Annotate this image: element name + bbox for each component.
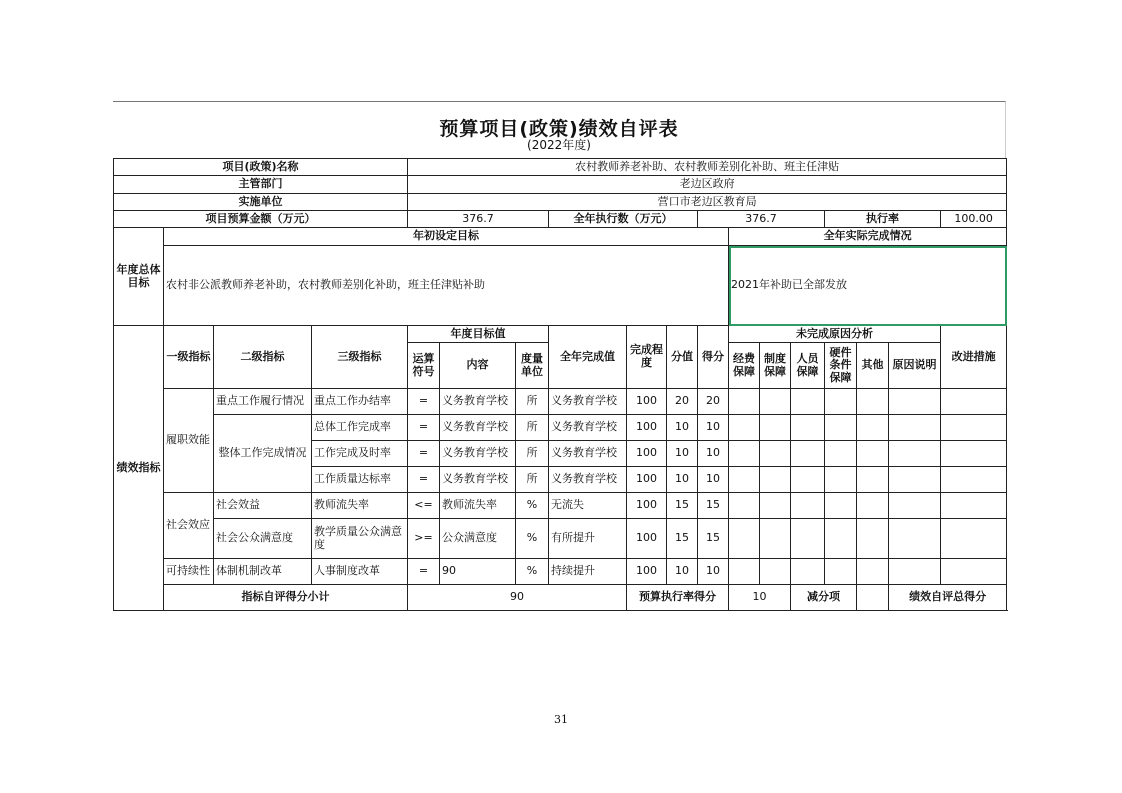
score-cell: 10 <box>698 559 729 585</box>
page-title: 预算项目(政策)绩效自评表 <box>439 118 679 140</box>
sub-public-satisfaction: 社会公众满意度 <box>214 519 312 559</box>
sub-social-benefit: 社会效益 <box>214 493 312 519</box>
header-measures: 改进措施 <box>941 326 1007 389</box>
header-level3: 三级指标 <box>312 326 408 389</box>
dept-value: 老边区政府 <box>408 176 1007 194</box>
rate-value: 100.00 <box>941 211 1007 228</box>
completed-cell: 义务教育学校 <box>549 389 627 415</box>
level3-cell: 人事制度改革 <box>312 559 408 585</box>
degree-cell: 100 <box>627 467 667 493</box>
annual-goal-label: 年度总体目标 <box>114 228 164 326</box>
unit-cell: % <box>516 559 549 585</box>
score-value-cell: 10 <box>667 415 698 441</box>
plan-header: 年初设定目标 <box>164 228 729 246</box>
unit-value: 营口市老边区教育局 <box>408 194 1007 211</box>
degree-cell: 100 <box>627 559 667 585</box>
header-reasons: 未完成原因分析 <box>729 326 941 343</box>
header-reason-staff: 人员保障 <box>791 343 825 389</box>
score-cell: 10 <box>698 467 729 493</box>
exec-score-value: 10 <box>729 585 791 611</box>
exec-score-label: 预算执行率得分 <box>627 585 729 611</box>
evaluation-table <box>113 158 1007 611</box>
perf-label: 绩效指标 <box>114 326 164 611</box>
unit-cell: 所 <box>516 389 549 415</box>
unit-cell: 所 <box>516 441 549 467</box>
op-cell: = <box>408 441 440 467</box>
score-cell: 15 <box>698 519 729 559</box>
content-cell: 90 <box>440 559 516 585</box>
level3-cell: 重点工作办结率 <box>312 389 408 415</box>
completed-cell: 义务教育学校 <box>549 415 627 441</box>
level3-cell: 教学质量公众满意度 <box>312 519 408 559</box>
budget-label: 项目预算金额（万元） <box>114 211 408 228</box>
header-unit: 度量单位 <box>516 343 549 389</box>
score-cell: 15 <box>698 493 729 519</box>
degree-cell: 100 <box>627 519 667 559</box>
unit-cell: % <box>516 493 549 519</box>
op-cell: >= <box>408 519 440 559</box>
page-subtitle: (2022年度) <box>527 138 591 152</box>
exec-label: 全年执行数（万元） <box>549 211 698 228</box>
dept-label: 主管部门 <box>114 176 408 194</box>
completed-cell: 有所提升 <box>549 519 627 559</box>
content-cell: 义务教育学校 <box>440 389 516 415</box>
header-level1: 一级指标 <box>164 326 214 389</box>
score-value-cell: 20 <box>667 389 698 415</box>
unit-label: 实施单位 <box>114 194 408 211</box>
content-cell: 义务教育学校 <box>440 415 516 441</box>
completed-cell: 义务教育学校 <box>549 441 627 467</box>
score-cell: 20 <box>698 389 729 415</box>
exec-value: 376.7 <box>698 211 825 228</box>
op-cell: <= <box>408 493 440 519</box>
header-reason-note: 原因说明 <box>889 343 941 389</box>
content-cell: 教师流失率 <box>440 493 516 519</box>
content-cell: 义务教育学校 <box>440 441 516 467</box>
group-sustainability: 可持续性 <box>164 559 214 585</box>
table-row <box>114 493 1007 519</box>
page-number: 31 <box>554 713 568 726</box>
subtotal-value: 90 <box>408 585 627 611</box>
degree-cell: 100 <box>627 493 667 519</box>
header-content: 内容 <box>440 343 516 389</box>
score-value-cell: 10 <box>667 559 698 585</box>
header-reason-other: 其他 <box>857 343 889 389</box>
score-cell: 10 <box>698 441 729 467</box>
subtotal-label: 指标自评得分小计 <box>164 585 408 611</box>
level3-cell: 工作完成及时率 <box>312 441 408 467</box>
table-row <box>114 415 1007 441</box>
actual-header: 全年实际完成情况 <box>729 228 1007 246</box>
unit-cell: 所 <box>516 415 549 441</box>
group-social: 社会效应 <box>164 493 214 559</box>
evaluation-sheet <box>113 101 1006 611</box>
sub-system-reform: 体制机制改革 <box>214 559 312 585</box>
header-completed: 全年完成值 <box>549 326 627 389</box>
content-cell: 公众满意度 <box>440 519 516 559</box>
budget-value: 376.7 <box>408 211 549 228</box>
header-score: 得分 <box>698 326 729 389</box>
completed-cell: 无流失 <box>549 493 627 519</box>
total-label: 绩效自评总得分 <box>889 585 1007 611</box>
header-reason-funding: 经费保障 <box>729 343 760 389</box>
score-cell: 10 <box>698 415 729 441</box>
project-name-label: 项目(政策)名称 <box>114 159 408 176</box>
score-value-cell: 10 <box>667 467 698 493</box>
project-name: 农村教师养老补助、农村教师差别化补助、班主任津贴 <box>408 159 1007 176</box>
header-level2: 二级指标 <box>214 326 312 389</box>
completed-cell: 持续提升 <box>549 559 627 585</box>
level3-cell: 工作质量达标率 <box>312 467 408 493</box>
rate-label: 执行率 <box>825 211 941 228</box>
score-value-cell: 15 <box>667 493 698 519</box>
header-degree: 完成程度 <box>627 326 667 389</box>
header-reason-hardware: 硬件条件保障 <box>825 343 857 389</box>
unit-cell: 所 <box>516 467 549 493</box>
score-value-cell: 15 <box>667 519 698 559</box>
deduct-value <box>857 585 889 611</box>
footer-row <box>114 585 1007 611</box>
plan-text: 农村非公派教师养老补助，农村教师差别化补助，班主任津贴补助 <box>164 246 729 326</box>
degree-cell: 100 <box>627 441 667 467</box>
table-row <box>114 519 1007 559</box>
table-row <box>114 389 1007 415</box>
completed-cell: 义务教育学校 <box>549 467 627 493</box>
header-target: 年度目标值 <box>408 326 549 343</box>
score-value-cell: 10 <box>667 441 698 467</box>
deduct-label: 减分项 <box>791 585 857 611</box>
header-reason-system: 制度保障 <box>760 343 791 389</box>
header-score-value: 分值 <box>667 326 698 389</box>
header-op: 运算符号 <box>408 343 440 389</box>
level3-cell: 总体工作完成率 <box>312 415 408 441</box>
op-cell: = <box>408 467 440 493</box>
group-performance: 履职效能 <box>164 389 214 493</box>
op-cell: = <box>408 415 440 441</box>
op-cell: = <box>408 559 440 585</box>
unit-cell: % <box>516 519 549 559</box>
actual-text: 2021年补助已全部发放 <box>729 246 1007 326</box>
content-cell: 义务教育学校 <box>440 467 516 493</box>
sub-overall-work: 整体工作完成情况 <box>214 415 312 493</box>
table-row <box>114 559 1007 585</box>
degree-cell: 100 <box>627 415 667 441</box>
degree-cell: 100 <box>627 389 667 415</box>
sub-key-work: 重点工作履行情况 <box>214 389 312 415</box>
level3-cell: 教师流失率 <box>312 493 408 519</box>
title-area <box>113 101 1006 158</box>
op-cell: = <box>408 389 440 415</box>
